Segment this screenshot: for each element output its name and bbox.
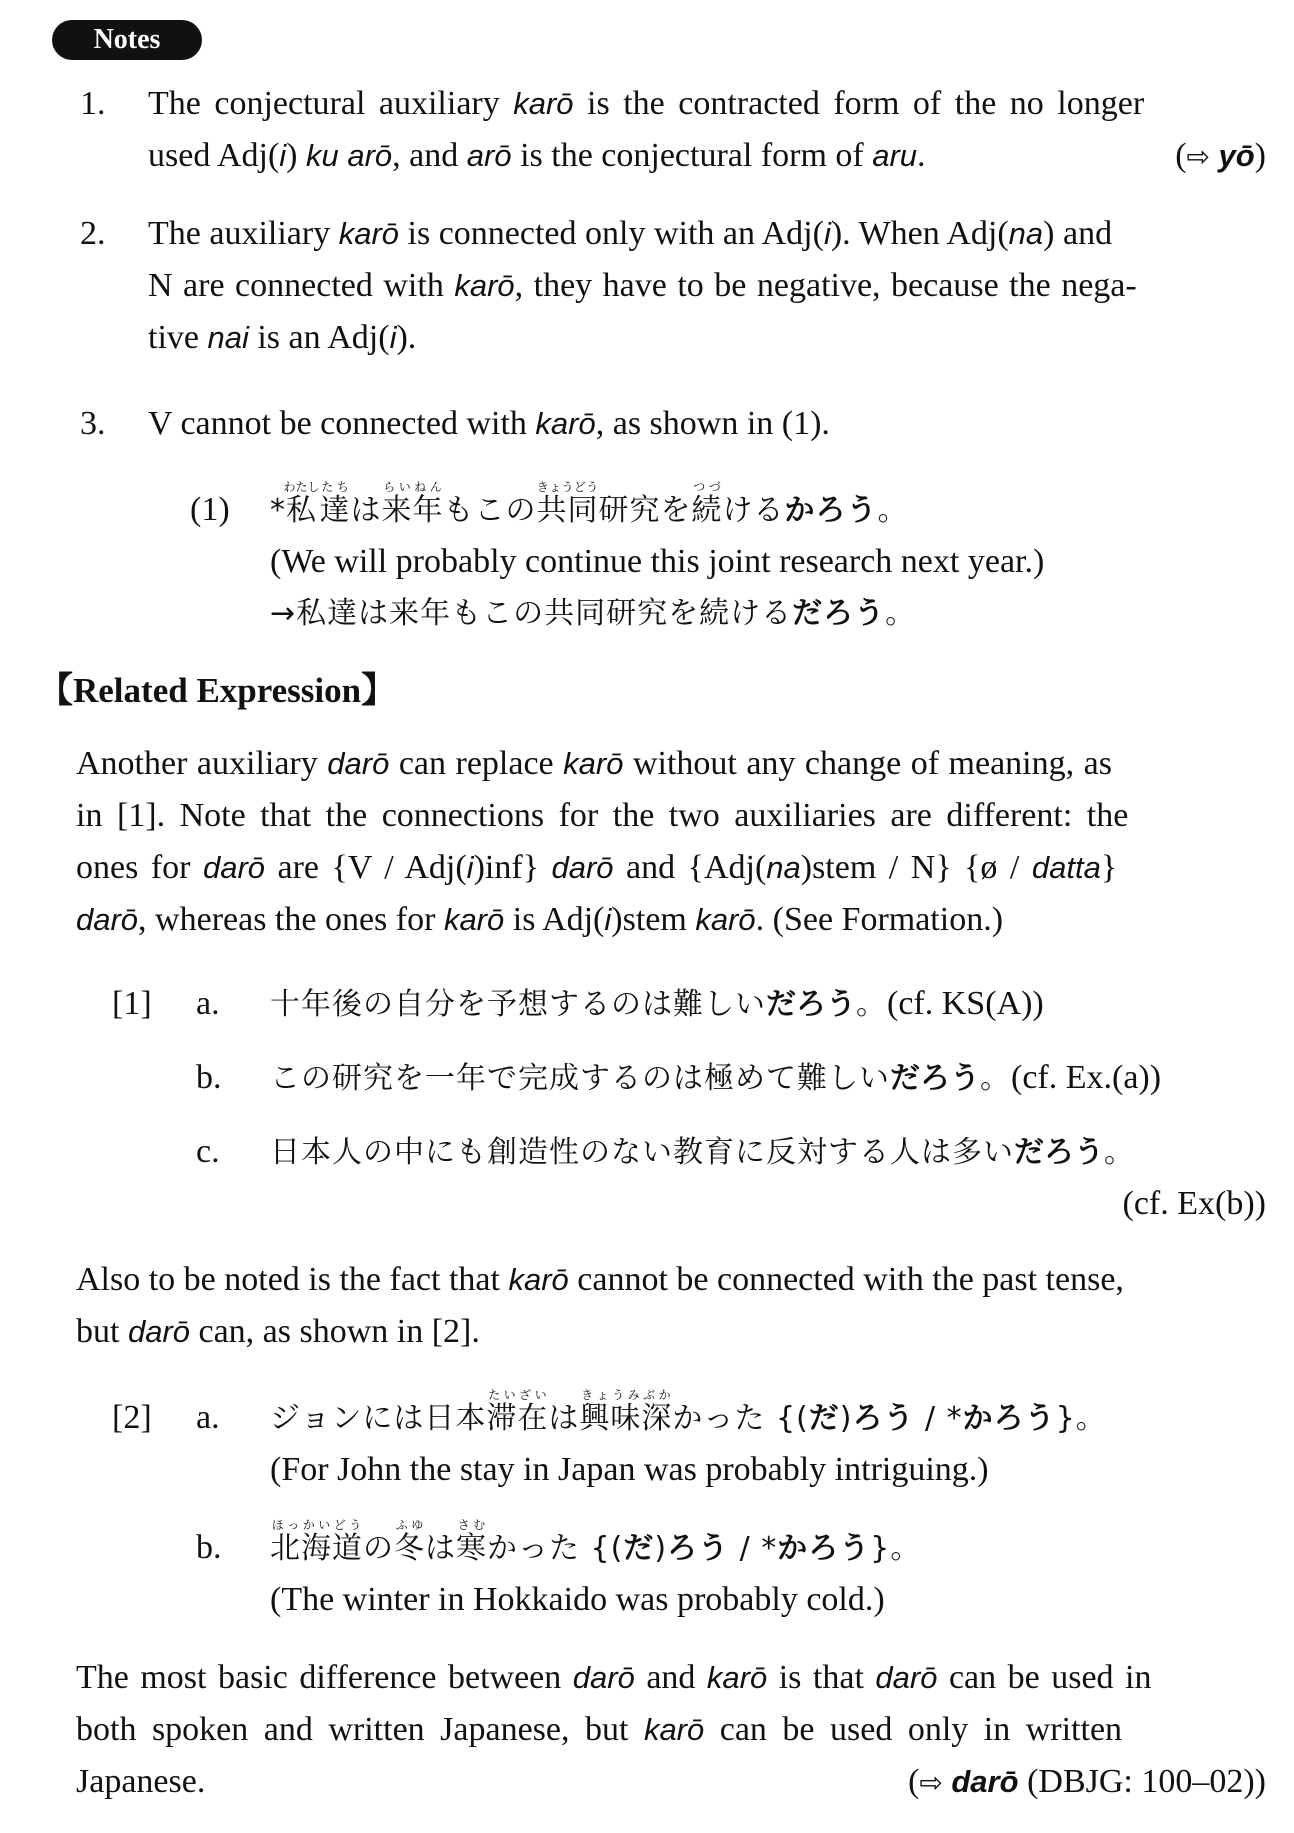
example-1a: 十年後の自分を予想するのは難しいだろう。(cf. KS(A)) [270,985,1044,1022]
note-1-number: 1. [80,85,106,122]
example-2b: 北海道ほっかいどうの冬ふゆは寒さむかった {(だ)ろう / *かろう}。 [270,1518,922,1566]
example-1b: この研究を一年で完成するのは極めて難しいだろう。(cf. Ex.(a)) [270,1059,1162,1096]
example-1-translation: (We will probably continue this joint research next year.) [270,543,1045,580]
note-3-line-1: V cannot be connected with karō, as shown in (1). [148,405,830,442]
example-1b-label: b. [196,1059,222,1096]
note-2-number: 2. [80,215,106,252]
example-1c-reference: (cf. Ex(b)) [1122,1185,1266,1222]
related-para-1-line-2: in [1]. Note that the connections for the two auxiliaries are different: the [76,797,1129,834]
example-1c: 日本人の中にも創造性のない教育に反対する人は多いだろう。 [270,1135,1135,1170]
right-arrow-icon: ⇨ [919,1766,943,1799]
related-para-3-line-1: The most basic difference between darō and karō is that darō can be used in [76,1659,1152,1696]
note-3-number: 3. [80,405,106,442]
related-expression-heading: 【Related Expression】 [38,671,397,710]
related-para-1-line-1: Another auxiliary darō can replace karō without any change of meaning, as [76,745,1112,782]
related-para-1-line-4: darō, whereas the ones for karō is Adj(i)stem karō. (See Formation.) [76,901,1004,938]
notes-badge: Notes [52,20,202,60]
example-1-sentence: *私わたし達たちは来年らいねんもこの共同きょうどう研究を続つづけるかろう。 [270,480,909,528]
related-para-3-cross-reference: (⇨ darō (DBJG: 100–02)) [908,1763,1266,1800]
related-para-1-line-3: ones for darō are {V / Adj(i)inf} darō and {Adj(na)stem / N} {ø / datta} [76,849,1118,886]
example-2a-translation: (For John the stay in Japan was probably intriguing.) [270,1451,989,1488]
related-para-2-line-1: Also to be noted is the fact that karō cannot be connected with the past tense, [76,1261,1124,1298]
example-2a-label: a. [196,1399,220,1436]
right-arrow-icon: ⇨ [1186,140,1210,173]
related-para-2-line-2: but darō can, as shown in [2]. [76,1313,480,1350]
note-1-line-1: The conjectural auxiliary karō is the contracted form of the no longer [148,85,1145,122]
related-para-3-line-3: Japanese. [76,1763,206,1800]
example-1a-label: a. [196,985,220,1022]
example-1c-label: c. [196,1133,220,1170]
example-group-2-label: [2] [112,1399,152,1436]
example-1-correction: →私達は来年もこの共同研究を続けるだろう。 [270,596,917,631]
related-para-3-line-2: both spoken and written Japanese, but karō can be used only in written [76,1711,1123,1748]
note-2-line-2: N are connected with karō, they have to be negative, because the nega- [148,267,1137,304]
example-2a: ジョンには日本滞在たいざいは興味きょうみ深ぶかかった {(だ)ろう / *かろう}。 [270,1388,1107,1436]
note-1-line-2: used Adj(i) ku arō, and arō is the conjectural form of aru. [148,137,926,174]
example-2b-label: b. [196,1529,222,1566]
note-2-line-3: tive nai is an Adj(i). [148,319,417,356]
note-2-line-1: The auxiliary karō is connected only with an Adj(i). When Adj(na) and [148,215,1113,252]
example-1-label: (1) [190,491,230,528]
note-1-cross-reference: (⇨ yō) [1175,137,1266,174]
example-2b-translation: (The winter in Hokkaido was probably cold.) [270,1581,885,1618]
example-group-1-label: [1] [112,985,152,1022]
right-arrow-icon: → [270,596,297,631]
